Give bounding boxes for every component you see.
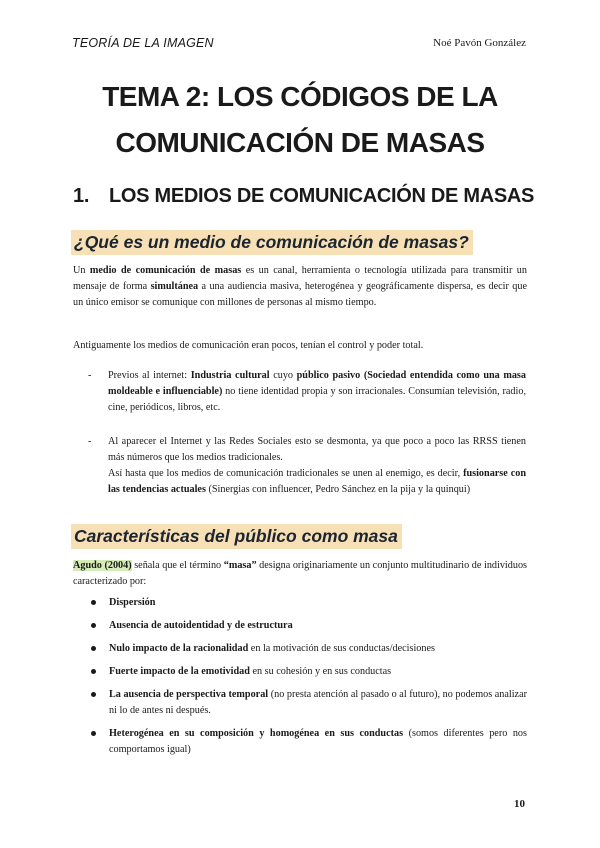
- dash-marker: -: [88, 370, 92, 381]
- list-item: [91, 687, 527, 719]
- section-heading: [73, 185, 534, 208]
- list-item: [91, 664, 527, 680]
- bullet-dot: [91, 731, 96, 736]
- bold-term: fusionarse con las tendencias actuales: [108, 468, 526, 495]
- bullet-list: [91, 595, 527, 765]
- bullet-dot: [91, 669, 96, 674]
- text-run: en la motivación de sus conductas/decisiones: [248, 643, 435, 654]
- bold-term: “masa”: [223, 560, 257, 571]
- bold-term: Industria cultural: [190, 370, 270, 381]
- text-run: (somos diferentes pero nos comportamos igual): [109, 728, 527, 755]
- paragraph-definition: [73, 263, 527, 311]
- bold-term: medio de comunicación de masas: [89, 265, 242, 276]
- list-item: [91, 618, 527, 634]
- bold-term: Heterogénea en su composición y homogénea en sus conductas: [109, 728, 404, 739]
- bold-term: Fuerte impacto de la emotividad: [109, 666, 250, 677]
- text-run: (no presta atención al pasado o al futuro), no podemos analizar ni lo de antes ni después.: [109, 689, 527, 716]
- page-number: 10: [514, 798, 525, 810]
- text-run: Al aparecer el Internet y las Redes Sociales esto se desmonta, ya que poco a poco las RRSS tienen más números que los medios tradicionales.: [108, 436, 526, 463]
- page-title-line-1: TEMA 2: LOS CÓDIGOS DE LA: [102, 81, 498, 112]
- bold-term: simultánea: [150, 281, 199, 292]
- bullet-dot: [91, 600, 96, 605]
- bullet-dot: [91, 623, 96, 628]
- text-run: es un canal, herramienta o tecnología utilizada para transmitir un mensaje de forma: [73, 265, 527, 292]
- list-item: [91, 641, 527, 657]
- text-run: (Sinergias con influencer, Pedro Sánchez en la pija y la quinqui): [205, 484, 471, 495]
- list-item: [91, 726, 527, 758]
- page-title-line-2: COMUNICACIÓN DE MASAS: [115, 127, 485, 158]
- bold-term: La ausencia de perspectiva temporal: [109, 689, 269, 700]
- highlighted-author: Agudo (2004): [73, 560, 132, 571]
- bold-term: Ausencia de autoidentidad y de estructura: [109, 620, 293, 631]
- text-run: Así hasta que los medios de comunicación tradicionales se unen al enemigo, es decir,: [108, 468, 464, 479]
- bold-term: Nulo impacto de la racionalidad: [109, 643, 249, 654]
- text-run: en su cohesión y en sus conductas: [249, 666, 392, 677]
- header-course-title: TEORÍA DE LA IMAGEN: [72, 36, 214, 50]
- text-run: Un: [73, 265, 90, 276]
- text-run: señala que el término: [131, 560, 224, 571]
- paragraph-agudo: [73, 558, 527, 590]
- text-run: designa originariamente un conjunto multitudinario de individuos caracterizado por:: [73, 560, 528, 587]
- bold-term: Dispersión: [109, 597, 156, 608]
- page-title: [60, 74, 540, 166]
- list-item: [88, 368, 526, 416]
- text-run: cuyo: [269, 370, 297, 381]
- section-title: LOS MEDIOS DE COMUNICACIÓN DE MASAS: [109, 185, 535, 207]
- list-item: [88, 434, 526, 498]
- section-number: 1.: [73, 185, 90, 207]
- subsection-heading-caracteristicas: Características del público como masa: [71, 524, 402, 549]
- bullet-dot: [91, 692, 96, 697]
- text-run: a una audiencia masiva, heterogénea y geográficamente dispersa, es decir que un único emisor se comunique con millones de personas al mismo tiempo.: [73, 281, 527, 308]
- text-run: no tiene identidad propia y son irracionales. Consumían televisión, radio, cine, periódicos, libros, etc.: [108, 386, 526, 413]
- bold-term: público pasivo (Sociedad entendida como una masa moldeable e influenciable): [108, 370, 526, 397]
- header-author: Noé Pavón González: [433, 37, 526, 49]
- paragraph-history: Antiguamente los medios de comunicación eran pocos, tenían el control y poder total.: [73, 340, 424, 351]
- dash-list: [88, 368, 526, 516]
- dash-marker: -: [88, 436, 92, 447]
- list-item: [91, 595, 527, 611]
- subsection-heading-medio: ¿Qué es un medio de comunicación de masas?: [71, 230, 473, 255]
- bullet-dot: [91, 646, 96, 651]
- text-run: Previos al internet:: [108, 370, 191, 381]
